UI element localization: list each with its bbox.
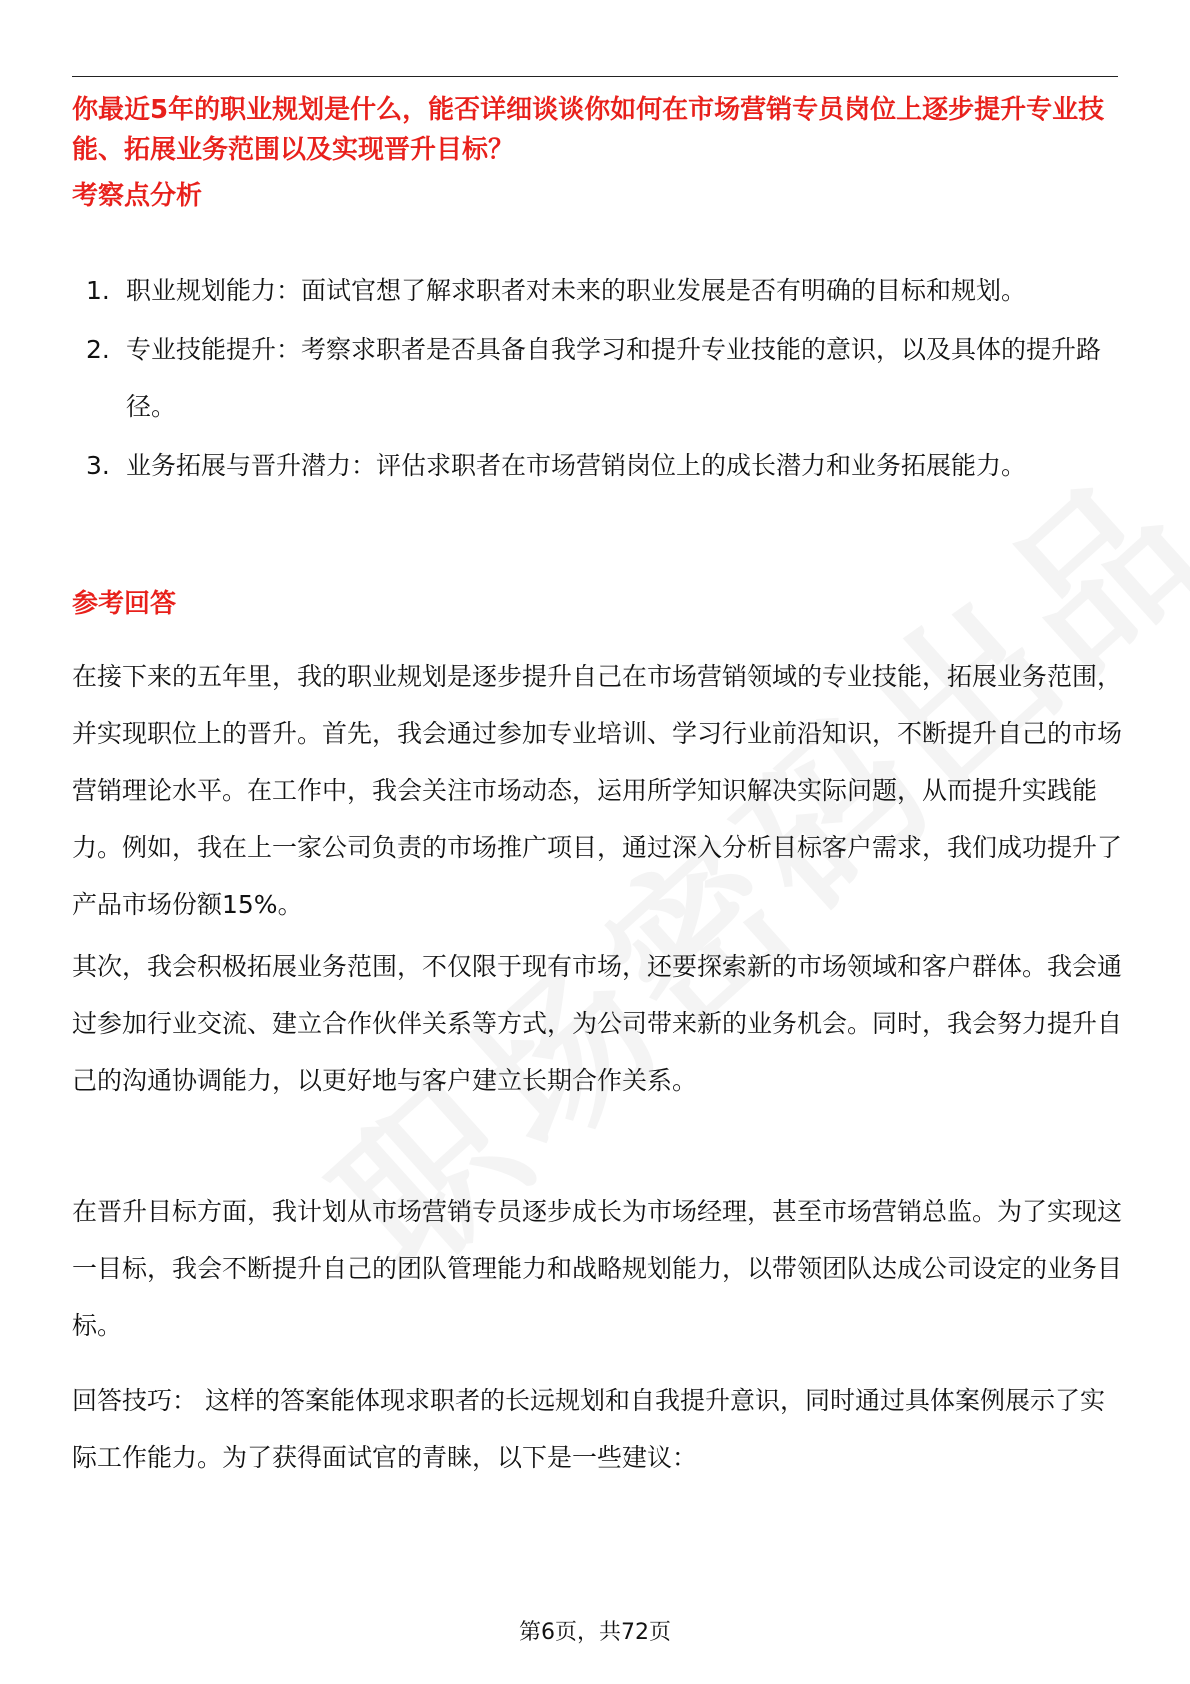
answer-paragraph-3: 在晋升目标方面，我计划从市场营销专员逐步成长为市场经理，甚至市场营销总监。为了实现这一目标，我会不断提升自己的团队管理能力和战略规划能力，以带领团队达成公司设定的业务目标。 bbox=[72, 1197, 1123, 1340]
list-text: 职业规划能力：面试官想了解求职者对未来的职业发展是否有明确的目标和规划。 bbox=[126, 276, 1027, 305]
answer-paragraph-1: 在接下来的五年里，我的职业规划是逐步提升自己在市场营销领域的专业技能，拓展业务范围，并实现职位上的晋升。首先，我会通过参加专业培训、学习行业前沿知识，不断提升自己的市场营销理论水平。在工作中，我会关注市场动态，运用所学知识解决实际问题，从而提升实践能力。例如，我在上一家公司负责的市场推广项目，通过深入分析目标客户需求，我们成功提升了产品市场份额15%。 bbox=[72, 662, 1123, 919]
analysis-list bbox=[72, 262, 1122, 496]
list-text: 业务拓展与晋升潜力：评估求职者在市场营销岗位上的成长潜力和业务拓展能力。 bbox=[126, 451, 1027, 480]
answer-heading: 参考回答 bbox=[72, 589, 177, 619]
list-number: 3. bbox=[86, 451, 110, 480]
list-number: 1. bbox=[86, 276, 110, 305]
question-title: 你最近5年的职业规划是什么，能否详细谈谈你如何在市场营销专员岗位上逐步提升专业技能、拓展业务范围以及实现晋升目标？ bbox=[72, 95, 1105, 165]
list-item bbox=[72, 437, 1122, 494]
list-text: 专业技能提升：考察求职者是否具备自我学习和提升专业技能的意识，以及具体的提升路径。 bbox=[126, 335, 1102, 421]
analysis-heading: 考察点分析 bbox=[72, 181, 203, 211]
answer-paragraph-2: 其次，我会积极拓展业务范围，不仅限于现有市场，还要探索新的市场领域和客户群体。我会通过参加行业交流、建立合作伙伴关系等方式，为公司带来新的业务机会。同时，我会努力提升自己的沟通协调能力，以更好地与客户建立长期合作关系。 bbox=[72, 952, 1123, 1095]
list-item bbox=[72, 321, 1122, 435]
answer-tips: 回答技巧： 这样的答案能体现求职者的长远规划和自我提升意识，同时通过具体案例展示了实际工作能力。为了获得面试官的青睐，以下是一些建议： bbox=[72, 1386, 1105, 1472]
list-number: 2. bbox=[86, 335, 110, 364]
top-divider bbox=[72, 76, 1118, 77]
page-number: 第6页，共72页 bbox=[519, 1620, 671, 1645]
list-item bbox=[72, 262, 1122, 319]
